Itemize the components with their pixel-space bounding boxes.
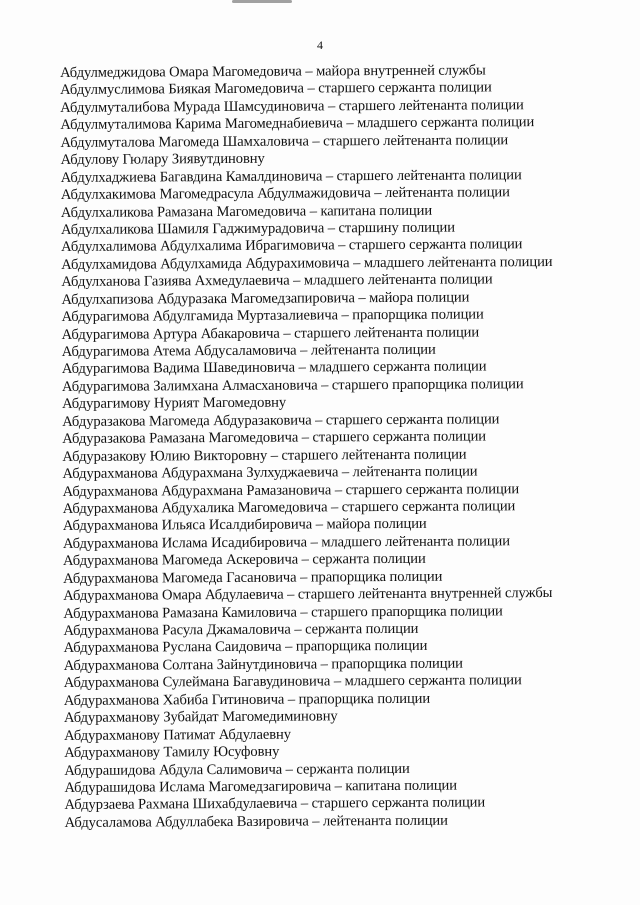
list-item: Абдурагимову Нурият Магомедовну bbox=[62, 394, 287, 413]
list-item: Абдулмуталова Магомеда Шамхаловича – старшего лейтенанта полиции bbox=[60, 132, 509, 151]
list-item: Абдурзаева Рахмана Шихабдулаевича – старшего сержанта полиции bbox=[64, 794, 486, 814]
list-item: Абдурахманову Зубайдат Магомедиминовну bbox=[63, 708, 338, 727]
list-item: Абдулхаликова Рамазана Магомедовича – капитана полиции bbox=[60, 202, 433, 221]
list-item: Абдурахманова Сулеймана Багавудиновича – младшего сержанта полиции bbox=[63, 672, 522, 692]
list-item: Абдурагимова Артура Абакаровича – старшего лейтенанта полиции bbox=[61, 324, 480, 343]
list-item: Абдурахманова Руслана Саидовича – прапорщика полиции bbox=[63, 638, 428, 657]
list-item: Абдуразакова Магомеда Абдуразаковича – старшего сержанта полиции bbox=[62, 411, 500, 430]
list-item: Абдулхаликова Шамиля Гаджимурадовича – старшину полиции bbox=[60, 219, 456, 238]
list-item: Абдурахманова Магомеда Гасановича – прапорщика полиции bbox=[63, 568, 443, 587]
list-item: Абдурагимова Атема Абдусаламовича – лейтенанта полиции bbox=[61, 341, 436, 360]
list-item: Абдурахманову Тамилу Юсуфовну bbox=[64, 743, 280, 762]
list-item: Абдулову Гюлару Зиявутдиновну bbox=[60, 150, 265, 169]
list-item: Абдурашидова Абдула Салимовича – сержанта полиции bbox=[64, 760, 410, 779]
list-item: Абдусаламова Абдуллабека Вазировича – лейтенанта полиции bbox=[64, 812, 448, 831]
list-item: Абдурахманова Ильяса Исалдибировича – майора полиции bbox=[62, 516, 427, 535]
list-item: Абдурагимова Залимхана Алмасхановича – старшего прапорщика полиции bbox=[61, 376, 524, 395]
list-item: Абдулханова Газиява Ахмедулаевича – младшего лейтенанта полиции bbox=[61, 271, 493, 291]
list-item: Абдурахманова Ислама Исадибировича – младшего лейтенанта полиции bbox=[62, 533, 510, 552]
list-item: Абдурахманова Магомеда Аскеровича – сержанта полиции bbox=[62, 551, 426, 570]
list-item: Абдулхалимова Абдулхалима Ибрагимовича – старшего сержанта полиции bbox=[61, 236, 523, 256]
list-item: Абдулхамидова Абдулхамида Абдурахимовича – младшего лейтенанта полиции bbox=[61, 253, 553, 273]
list-item: Абдулмуслимова Биякая Магомедовича – старшего сержанта полиции bbox=[60, 79, 492, 99]
list-item: Абдурахманова Рамазана Камиловича – старшего прапорщика полиции bbox=[63, 602, 503, 622]
list-item: Абдуразакова Рамазана Магомедовича – старшего сержанта полиции bbox=[62, 428, 487, 448]
list-item: Абдурахманова Расула Джамаловича – сержанта полиции bbox=[63, 620, 419, 639]
list-item: Абдурахманова Абдухалика Магомедовича – старшего сержанта полиции bbox=[62, 498, 516, 517]
list-item: Абдурахманова Солтана Зайнутдиновича – прапорщика полиции bbox=[63, 655, 463, 674]
list-item: Абдурашидова Ислама Магомедзагировича – капитана полиции bbox=[64, 777, 457, 796]
list-item: Абдурахманова Абдурахмана Рамазановича – старшего сержанта полиции bbox=[62, 480, 520, 500]
list-item: Абдулмуталибова Мурада Шамсудиновича – старшего лейтенанта полиции bbox=[60, 97, 524, 116]
list-item: Абдулхаджиева Багавдина Камалдиновича – старшего лейтенанта полиции bbox=[60, 166, 522, 186]
page-number: 4 bbox=[317, 38, 323, 52]
awardee-list bbox=[60, 62, 625, 833]
list-item: Абдулмеджидова Омара Магомедовича – майора внутренней службы bbox=[60, 62, 486, 81]
scan-artifact bbox=[232, 0, 292, 3]
list-item: Абдурахманова Абдурахмана Зулхуджаевича – лейтенанта полиции bbox=[62, 463, 478, 483]
list-item: Абдуразакову Юлию Викторовну – старшего лейтенанта полиции bbox=[62, 446, 467, 465]
list-item: Абдурахманова Хабиба Гитиновича – прапорщика полиции bbox=[63, 690, 431, 709]
list-item: Абдурагимова Абдулгамида Муртазалиевича – прапорщика полиции bbox=[61, 306, 484, 326]
list-item: Абдулмуталимова Карима Магомеднабиевича – младшего сержанта полиции bbox=[60, 114, 535, 134]
list-item: Абдурахманова Омара Абдулаевича – старшего лейтенанта внутренней службы bbox=[63, 585, 553, 605]
list-item: Абдулхапизова Абдуразака Магомедзапировича – майора полиции bbox=[61, 289, 470, 308]
list-item: Абдурагимова Вадима Шавединовича – младшего сержанта полиции bbox=[61, 358, 487, 378]
list-item: Абдурахманову Патимат Абдулаевну bbox=[64, 726, 291, 744]
list-item: Абдулхакимова Магомедрасула Абдулмажидовича – лейтенанта полиции bbox=[60, 184, 510, 204]
